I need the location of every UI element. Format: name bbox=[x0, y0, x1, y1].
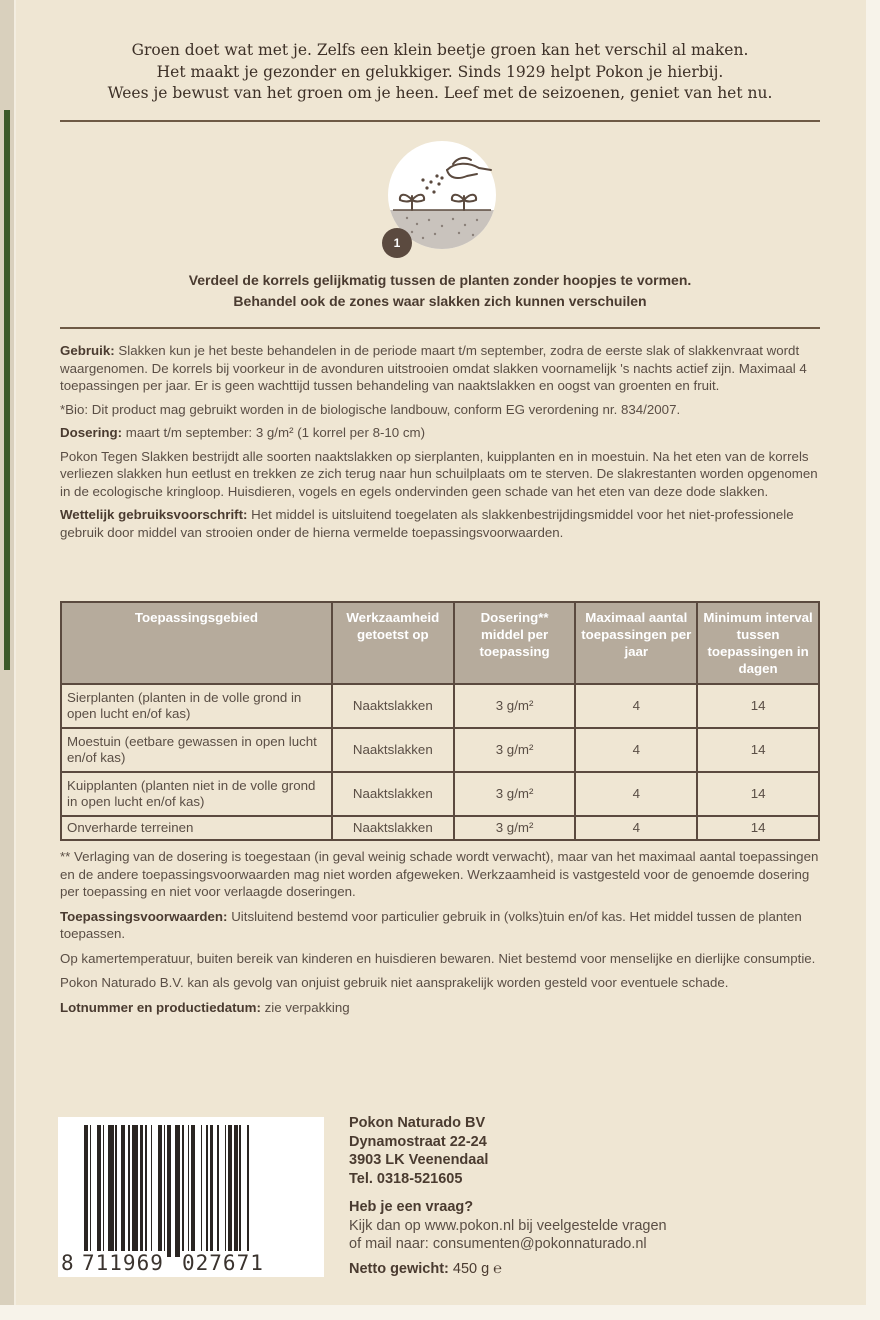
barcode-first-digit: 8 bbox=[61, 1251, 75, 1275]
dosage-footnote: ** Verlaging van de dosering is toegestaan (in geval weinig schade wordt verwacht), maar van het maximaal aantal toepassingen en de andere toepassingsvoorwaarden mag niet worden afgeweken. Werkzaamheid is vastgesteld voor de genoemde dosering per toepassing en niet voor verlaagde doseringen. bbox=[60, 849, 819, 899]
intro-line: Groen doet wat met je. Zelfs een klein beetje groen kan het verschil al maken. bbox=[131, 41, 749, 59]
barcode-bar bbox=[167, 1125, 171, 1257]
cell-interval: 14 bbox=[697, 772, 819, 816]
barcode-bar bbox=[90, 1125, 92, 1257]
conditions-text: Uitsluitend bestemd voor particulier gebruik in (volks)tuin en/of kas. Het middel tussen de planten toepassen. bbox=[60, 908, 802, 941]
cell-interval: 14 bbox=[697, 816, 819, 840]
barcode-bar bbox=[191, 1125, 195, 1257]
barcode-group-2: 027671 bbox=[182, 1251, 264, 1275]
barcode-bar bbox=[164, 1125, 166, 1257]
divider bbox=[60, 120, 820, 122]
instruction-line: Behandel ook de zones waar slakken zich kunnen verschuilen bbox=[233, 293, 647, 309]
barcode-bar bbox=[151, 1125, 153, 1257]
cell-max: 4 bbox=[575, 728, 697, 772]
barcode-bar bbox=[228, 1125, 232, 1257]
cell-efficacy: Naaktslakken bbox=[332, 816, 454, 840]
barcode-bar bbox=[188, 1125, 190, 1257]
barcode-bar bbox=[206, 1125, 208, 1257]
cell-dosage: 3 g/m² bbox=[454, 684, 576, 728]
table-header-row bbox=[61, 602, 819, 684]
lot-paragraph bbox=[60, 999, 824, 1017]
cell-max: 4 bbox=[575, 684, 697, 728]
package-right-edge bbox=[866, 0, 880, 1320]
application-table bbox=[60, 601, 820, 841]
cell-max: 4 bbox=[575, 816, 697, 840]
barcode-bar bbox=[140, 1125, 144, 1257]
barcode-bar bbox=[201, 1125, 203, 1257]
barcode-bar bbox=[158, 1125, 162, 1257]
cell-dosage: 3 g/m² bbox=[454, 816, 576, 840]
estimated-sign-icon: ℮ bbox=[493, 1260, 502, 1277]
storage-text: Op kamertemperatuur, buiten bereik van kinderen en huisdieren bewaren. Niet bestemd voor menselijke en dierlijke consumptie. bbox=[60, 950, 816, 966]
legal-label: Wettelijk gebruiksvoorschrift: bbox=[60, 507, 248, 522]
table-row bbox=[61, 728, 819, 772]
barcode-bars bbox=[84, 1125, 290, 1257]
barcode-bar bbox=[128, 1125, 130, 1257]
cell-area: Onverharde terreinen bbox=[61, 816, 332, 840]
net-weight bbox=[349, 1260, 829, 1279]
usage-paragraph bbox=[60, 342, 824, 395]
barcode-bar bbox=[182, 1125, 184, 1257]
intro-line: Het maakt je gezonder en gelukkiger. Sinds 1929 helpt Pokon je hierbij. bbox=[156, 62, 724, 81]
step-number: 1 bbox=[382, 228, 412, 258]
barcode-bar bbox=[247, 1125, 249, 1257]
barcode-bar bbox=[217, 1125, 219, 1257]
company-street: Dynamostraat 22-24 bbox=[349, 1133, 487, 1150]
barcode-group-1: 711969 bbox=[82, 1251, 164, 1275]
cell-efficacy: Naaktslakken bbox=[332, 684, 454, 728]
help-line: of mail naar: consumenten@pokonnaturado.nl bbox=[349, 1236, 647, 1252]
header-min-interval: Minimum interval tussen toepassingen in dagen bbox=[697, 602, 819, 684]
conditions-label: Toepassingsvoorwaarden: bbox=[60, 908, 228, 924]
step-instruction bbox=[60, 270, 820, 312]
barcode-bar bbox=[97, 1125, 101, 1257]
intro-text bbox=[60, 40, 820, 105]
barcode-bar bbox=[225, 1125, 227, 1257]
cell-area: Moestuin (eetbare gewassen in open lucht en/of kas) bbox=[61, 728, 332, 772]
header-application-area: Toepassingsgebied bbox=[61, 602, 332, 684]
cell-efficacy: Naaktslakken bbox=[332, 772, 454, 816]
legal-paragraph bbox=[60, 506, 824, 541]
company-city: 3903 LK Veenendaal bbox=[349, 1152, 489, 1168]
dosage-paragraph bbox=[60, 424, 824, 442]
usage-text: Slakken kun je het beste behandelen in de periode maart t/m september, zodra de eerste slak of slakkenvraat wordt waargenomen. De korrels bij voorkeur in de avonduren uitstrooien omdat slakken voornamelijk 's nachts actief zijn. Maximaal 4 toepassingen per jaar. Er is geen wachttijd tussen behandeling van naaktslakken en oogst van groenten en fruit. bbox=[60, 343, 807, 393]
barcode bbox=[58, 1117, 324, 1277]
barcode-bar bbox=[145, 1125, 147, 1257]
liability-text: Pokon Naturado B.V. kan als gevolg van onjuist gebruik niet aansprakelijk worden gesteld voor eventuele schade. bbox=[60, 975, 729, 990]
company-name: Pokon Naturado BV bbox=[349, 1115, 486, 1131]
barcode-bar bbox=[175, 1125, 181, 1257]
barcode-bar bbox=[234, 1125, 238, 1257]
package-bottom-edge bbox=[0, 1305, 880, 1320]
cell-max: 4 bbox=[575, 772, 697, 816]
instruction-line: Verdeel de korrels gelijkmatig tussen de planten zonder hoopjes te vormen. bbox=[188, 272, 692, 288]
barcode-bar bbox=[103, 1125, 105, 1257]
barcode-bar bbox=[121, 1125, 125, 1257]
cell-dosage: 3 g/m² bbox=[454, 772, 576, 816]
package-side-stripe bbox=[4, 110, 10, 670]
legal-text: Het middel is uitsluitend toegelaten als slakkenbestrijdingsmiddel voor het niet-professionele gebruik door middel van strooien onder de hierna vermelde toepassingsvoorwaarden. bbox=[60, 507, 794, 540]
barcode-bar bbox=[239, 1125, 241, 1257]
table-row bbox=[61, 816, 819, 840]
cell-interval: 14 bbox=[697, 684, 819, 728]
barcode-bar bbox=[108, 1125, 114, 1257]
lot-label: Lotnummer en productiedatum: bbox=[60, 999, 261, 1015]
barcode-bar bbox=[115, 1125, 117, 1257]
product-description: Pokon Tegen Slakken bestrijdt alle soorten naaktslakken op sierplanten, kuipplanten en in moestuin. Na het eten van de korrels verliezen slakken hun eetlust en trekken ze zich terug naar hun schuilplaats om te sterven. De slakrestanten worden opgenomen in de ecologische kringloop. Huisdieren, vogels en egels ondervinden geen schade van het eten van deze dode slakken. bbox=[60, 448, 818, 499]
table-row bbox=[61, 772, 819, 816]
package-left-edge bbox=[0, 0, 14, 1320]
header-efficacy: Werkzaamheid getoetst op bbox=[332, 602, 454, 684]
intro-line: Wees je bewust van het groen om je heen. Leef met de seizoenen, geniet van het nu. bbox=[107, 84, 773, 102]
cell-area: Sierplanten (planten in de volle grond in open lucht en/of kas) bbox=[61, 684, 332, 728]
help-line: Kijk dan op www.pokon.nl bij veelgestelde vragen bbox=[349, 1217, 667, 1234]
net-weight-label: Netto gewicht: bbox=[349, 1260, 449, 1277]
cell-interval: 14 bbox=[697, 728, 819, 772]
net-weight-value: 450 g bbox=[452, 1260, 490, 1277]
barcode-bar bbox=[84, 1125, 88, 1257]
footnotes-section bbox=[60, 848, 824, 1023]
bio-note: *Bio: Dit product mag gebruikt worden in de biologische landbouw, conform EG verordening nr. 834/2007. bbox=[60, 401, 681, 417]
question-heading: Heb je een vraag? bbox=[349, 1199, 474, 1215]
company-info bbox=[349, 1114, 829, 1278]
header-max-applications: Maximaal aantal toepassingen per jaar bbox=[575, 602, 697, 684]
barcode-bar bbox=[210, 1125, 214, 1257]
company-phone: Tel. 0318-521605 bbox=[349, 1170, 463, 1187]
usage-label: Gebruik: bbox=[60, 343, 115, 358]
usage-section bbox=[60, 342, 824, 547]
barcode-bar bbox=[132, 1125, 138, 1257]
lot-text: zie verpakking bbox=[264, 999, 350, 1015]
dosage-text: maart t/m september: 3 g/m² (1 korrel per 8-10 cm) bbox=[125, 425, 426, 440]
cell-dosage: 3 g/m² bbox=[454, 728, 576, 772]
header-dosage: Dosering** middel per toepassing bbox=[454, 602, 576, 684]
conditions-paragraph bbox=[60, 908, 824, 943]
cell-area: Kuipplanten (planten niet in de volle grond in open lucht en/of kas) bbox=[61, 772, 332, 816]
divider bbox=[60, 327, 820, 329]
cell-efficacy: Naaktslakken bbox=[332, 728, 454, 772]
table-row bbox=[61, 684, 819, 728]
dosage-label: Dosering: bbox=[60, 425, 123, 440]
